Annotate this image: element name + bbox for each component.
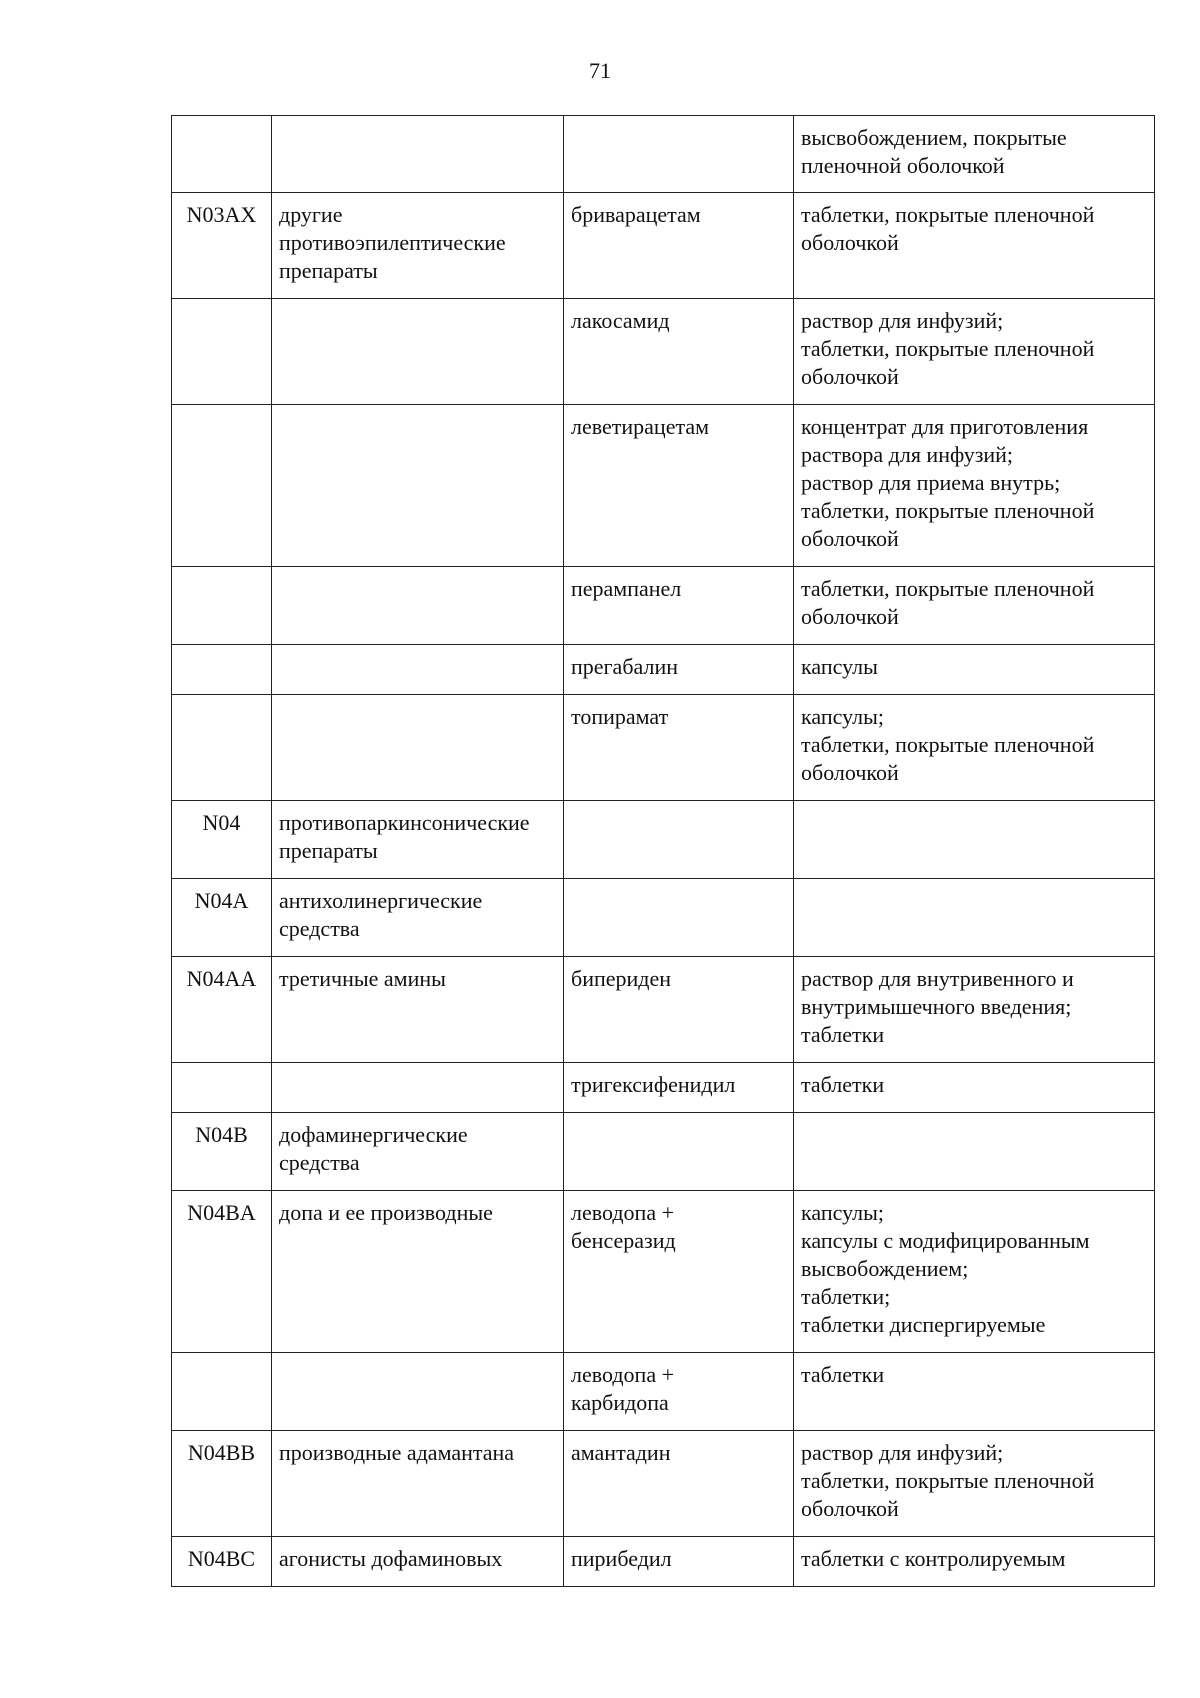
group-cell: производные адамантана [272, 1431, 564, 1537]
drug-name-cell: леводопа + карбидопа [564, 1353, 794, 1431]
dosage-form-cell: капсулы; таблетки, покрытые пленочной оболочкой [794, 695, 1155, 801]
dosage-form-cell: таблетки, покрытые пленочной оболочкой [794, 193, 1155, 299]
atc-code-cell [172, 695, 272, 801]
group-cell: дофаминергические средства [272, 1113, 564, 1191]
dosage-form-cell: таблетки [794, 1063, 1155, 1113]
group-cell [272, 645, 564, 695]
table-row [172, 645, 1155, 695]
atc-code-cell: N04A [172, 879, 272, 957]
drug-name-cell [564, 1113, 794, 1191]
table-row [172, 1191, 1155, 1353]
atc-code-cell [172, 1353, 272, 1431]
drug-name-cell [564, 801, 794, 879]
group-cell [272, 567, 564, 645]
group-cell: агонисты дофаминовых [272, 1537, 564, 1587]
group-cell [272, 299, 564, 405]
table-row [172, 879, 1155, 957]
atc-code-cell: N04 [172, 801, 272, 879]
group-cell [272, 116, 564, 193]
drug-name-cell: перампанел [564, 567, 794, 645]
drug-name-cell: лакосамид [564, 299, 794, 405]
drug-name-cell: пирибедил [564, 1537, 794, 1587]
table-row [172, 957, 1155, 1063]
drug-name-cell: амантадин [564, 1431, 794, 1537]
drug-name-cell: леводопа + бенсеразид [564, 1191, 794, 1353]
table-row [172, 1063, 1155, 1113]
page-number: 71 [589, 58, 611, 83]
drug-name-cell: бипериден [564, 957, 794, 1063]
table-row [172, 1113, 1155, 1191]
dosage-form-cell [794, 879, 1155, 957]
drug-name-cell: прегабалин [564, 645, 794, 695]
group-cell: антихолинергические средства [272, 879, 564, 957]
dosage-form-cell: таблетки с контролируемым [794, 1537, 1155, 1587]
group-cell [272, 405, 564, 567]
table-row [172, 405, 1155, 567]
table-row [172, 801, 1155, 879]
table-row [172, 1353, 1155, 1431]
drug-name-cell [564, 879, 794, 957]
dosage-form-cell: высвобождением, покрытые пленочной оболочкой [794, 116, 1155, 193]
drug-name-cell [564, 116, 794, 193]
atc-code-cell [172, 299, 272, 405]
atc-code-cell [172, 645, 272, 695]
dosage-form-cell: таблетки [794, 1353, 1155, 1431]
dosage-form-cell [794, 801, 1155, 879]
dosage-form-cell: раствор для инфузий; таблетки, покрытые пленочной оболочкой [794, 1431, 1155, 1537]
atc-code-cell: N04AA [172, 957, 272, 1063]
drug-name-cell: леветирацетам [564, 405, 794, 567]
dosage-form-cell: таблетки, покрытые пленочной оболочкой [794, 567, 1155, 645]
table-row [172, 193, 1155, 299]
atc-code-cell [172, 567, 272, 645]
table-row [172, 567, 1155, 645]
group-cell: противопаркинсонические препараты [272, 801, 564, 879]
drug-name-cell: тригексифенидил [564, 1063, 794, 1113]
table-row [172, 695, 1155, 801]
drug-name-cell: топирамат [564, 695, 794, 801]
group-cell: допа и ее производные [272, 1191, 564, 1353]
dosage-form-cell [794, 1113, 1155, 1191]
dosage-form-cell: раствор для внутривенного и внутримышечного введения; таблетки [794, 957, 1155, 1063]
atc-code-cell: N03AX [172, 193, 272, 299]
table-row [172, 1431, 1155, 1537]
group-cell: третичные амины [272, 957, 564, 1063]
dosage-form-cell: раствор для инфузий; таблетки, покрытые пленочной оболочкой [794, 299, 1155, 405]
group-cell: другие противоэпилептические препараты [272, 193, 564, 299]
dosage-form-cell: капсулы; капсулы с модифицированным высвобождением; таблетки; таблетки диспергируемые [794, 1191, 1155, 1353]
drug-table [171, 115, 1155, 1587]
atc-code-cell: N04BA [172, 1191, 272, 1353]
atc-code-cell [172, 1063, 272, 1113]
atc-code-cell [172, 405, 272, 567]
atc-code-cell [172, 116, 272, 193]
table-row [172, 1537, 1155, 1587]
group-cell [272, 1063, 564, 1113]
atc-code-cell: N04B [172, 1113, 272, 1191]
dosage-form-cell: капсулы [794, 645, 1155, 695]
dosage-form-cell: концентрат для приготовления раствора для инфузий; раствор для приема внутрь; таблетки, покрытые пленочной оболочкой [794, 405, 1155, 567]
group-cell [272, 1353, 564, 1431]
group-cell [272, 695, 564, 801]
atc-code-cell: N04BC [172, 1537, 272, 1587]
table-row [172, 299, 1155, 405]
table-row [172, 116, 1155, 193]
atc-code-cell: N04BB [172, 1431, 272, 1537]
drug-name-cell: бриварацетам [564, 193, 794, 299]
